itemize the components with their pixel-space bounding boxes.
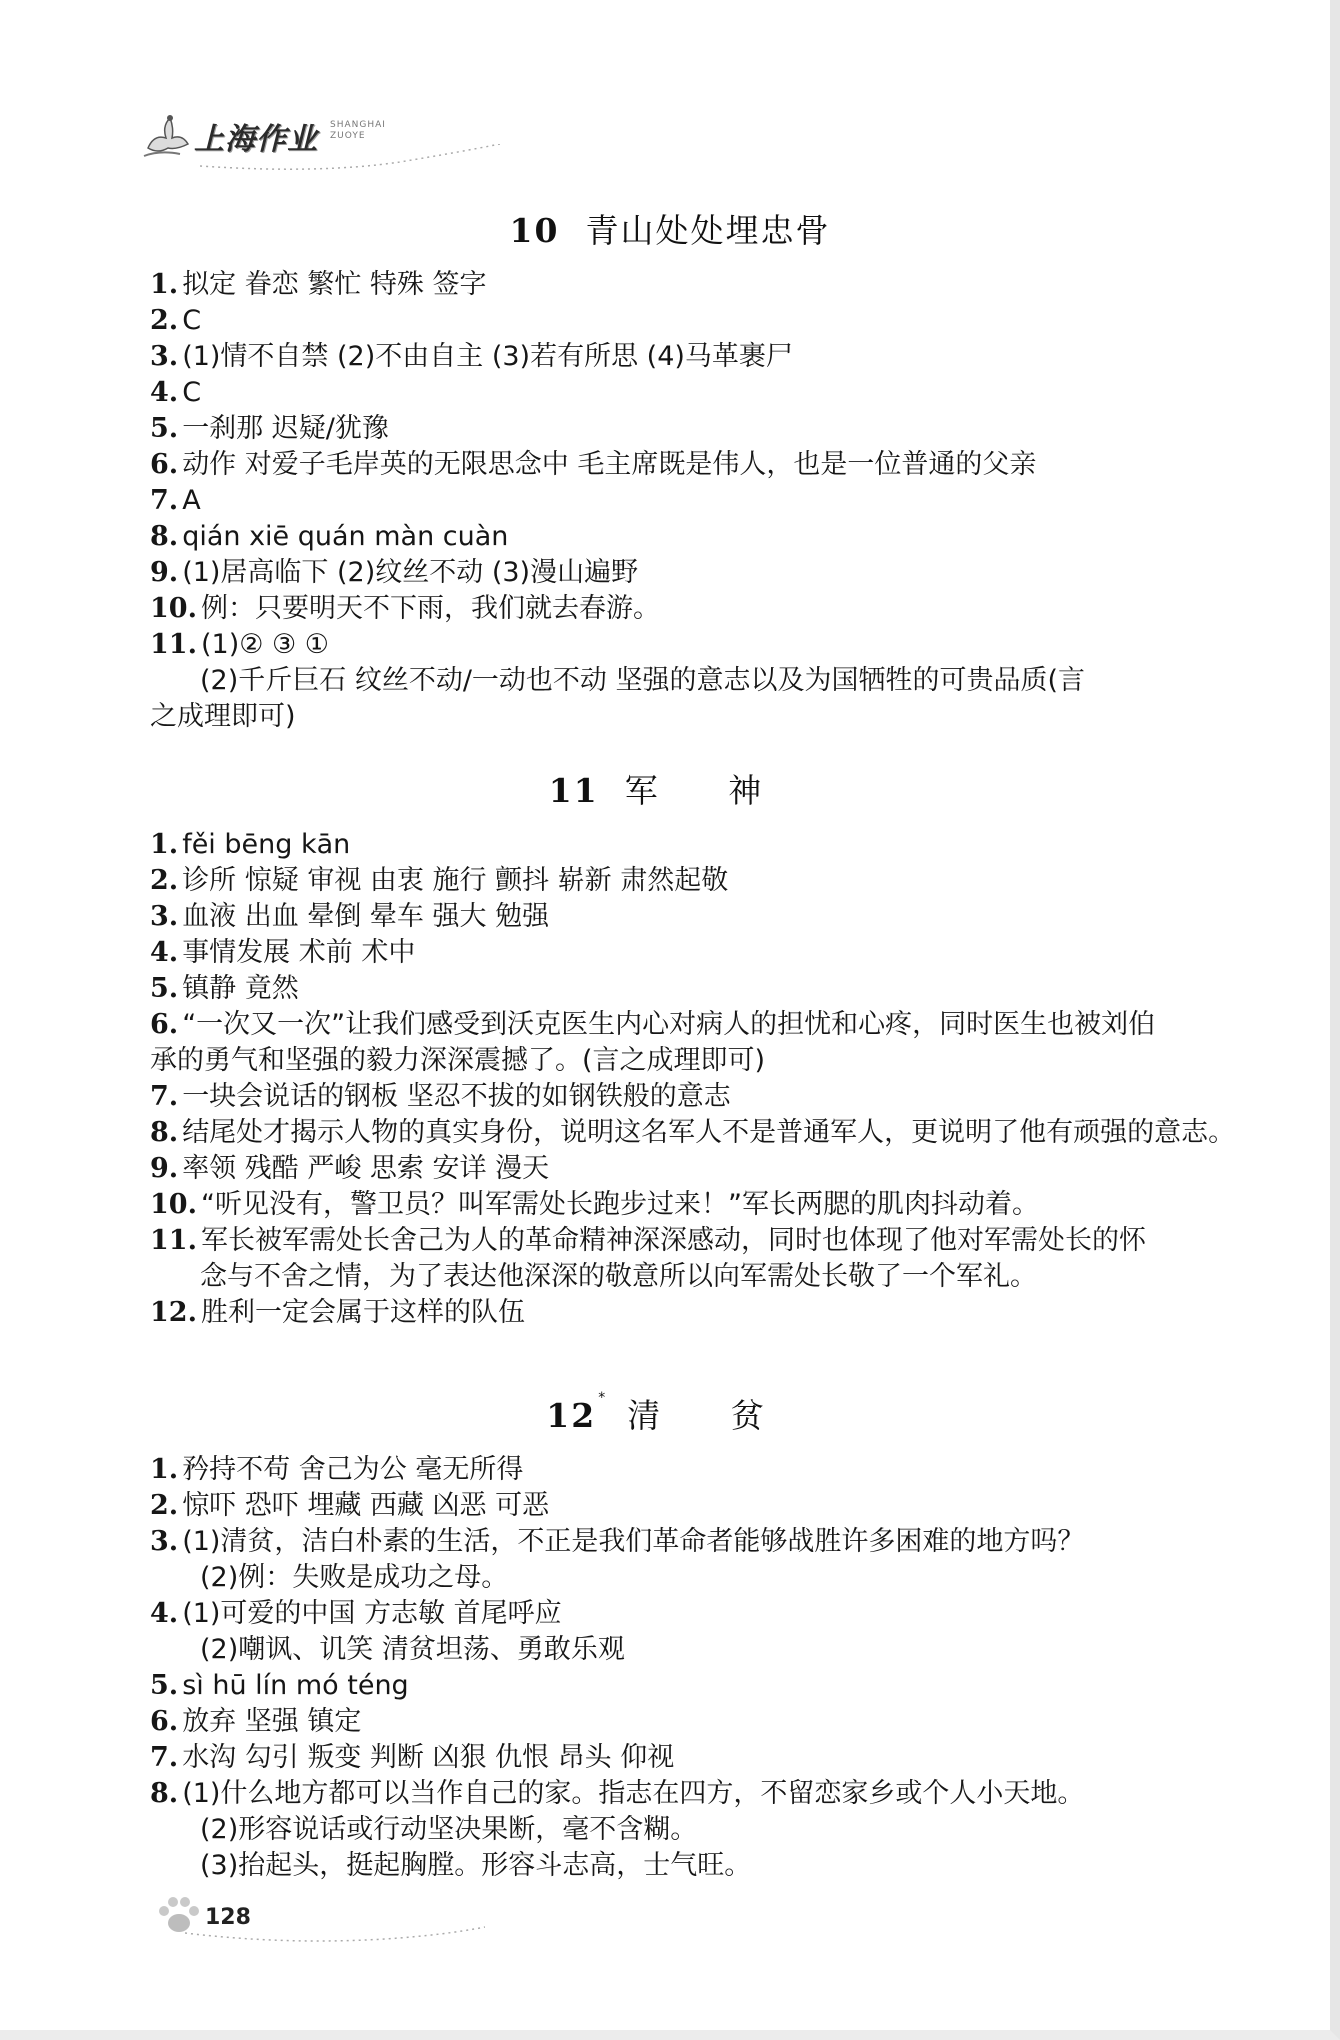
page-number: 128 xyxy=(205,1905,251,1930)
dotted-swoosh xyxy=(200,144,500,174)
answer-line: 1. 拟定 眷恋 繁忙 特殊 签字 xyxy=(150,269,487,300)
brand-english-line-1: SHANGHAI xyxy=(330,120,386,130)
section-number: 10 xyxy=(509,211,560,250)
answer-line: 4. C xyxy=(150,377,202,408)
section-name: 清 贫 xyxy=(627,1396,794,1435)
section-10 xyxy=(150,205,1190,732)
brand-logo xyxy=(140,100,500,170)
answer-line: 5. 一刹那 迟疑/犹豫 xyxy=(150,413,389,444)
section-12 xyxy=(150,1390,1190,1881)
answer-line: 10. 例：只要明天不下雨，我们就去春游。 xyxy=(150,593,660,624)
answer-line: 2. 诊所 惊疑 审视 由衷 施行 颤抖 崭新 肃然起敬 xyxy=(150,865,729,896)
brand-english-line-2: ZUOYE xyxy=(330,131,366,141)
answer-line: 3. (1)清贫，洁白朴素的生活，不正是我们革命者能够战胜许多困难的地方吗？ xyxy=(150,1526,1085,1557)
answer-line: 7. 一块会说话的钢板 坚忍不拔的如钢铁般的意志 xyxy=(150,1081,731,1112)
answer-line: 2. 惊吓 恐吓 埋藏 西藏 凶恶 可恶 xyxy=(150,1490,550,1521)
mascot-icon xyxy=(140,104,198,162)
answer-line: 4. 事情发展 术前 术中 xyxy=(150,937,416,968)
section-title xyxy=(150,765,1190,812)
answer-line: 3. (1)情不自禁 (2)不由自主 (3)若有所思 (4)马革裹尸 xyxy=(150,341,793,372)
optional-star: * xyxy=(598,1390,608,1406)
answer-line: 8. (1)什么地方都可以当作自己的家。指志在四方，不留恋家乡或个人小天地。 xyxy=(150,1778,1085,1809)
section-number: 11 xyxy=(548,771,599,810)
answer-line: 9. 率领 残酷 严峻 思索 安详 漫天 xyxy=(150,1153,550,1184)
answer-line: 12. 胜利一定会属于这样的队伍 xyxy=(150,1297,525,1328)
brand-name: 上海作业 xyxy=(194,122,318,157)
section-title xyxy=(150,205,1190,252)
answer-line: 5. sì hū lín mó téng xyxy=(150,1670,409,1701)
answer-line: 9. (1)居高临下 (2)纹丝不动 (3)漫山遍野 xyxy=(150,557,639,588)
answer-line: 承的勇气和坚强的毅力深深震撼了。(言之成理即可) xyxy=(150,1045,766,1076)
answer-line: (2)例：失败是成功之母。 xyxy=(200,1562,509,1593)
section-11 xyxy=(150,765,1236,1328)
page-footer xyxy=(155,1885,415,1945)
answer-line: (2)形容说话或行动坚决果断，毫不含糊。 xyxy=(200,1814,698,1845)
answer-line: 7. A xyxy=(150,485,201,516)
answer-line: 1. 矜持不苟 舍己为公 毫无所得 xyxy=(150,1454,524,1485)
answer-line: 6. 动作 对爱子毛岸英的无限思念中 毛主席既是伟人，也是一位普通的父亲 xyxy=(150,449,1037,480)
answer-line: 4. (1)可爱的中国 方志敏 首尾呼应 xyxy=(150,1598,562,1629)
dotted-swoosh xyxy=(185,1925,485,1945)
answer-line: 8. 结尾处才揭示人物的真实身份，说明这名军人不是普通军人，更说明了他有顽强的意志。 xyxy=(150,1117,1236,1148)
answer-line: 8. qián xiē quán màn cuàn xyxy=(150,521,509,552)
section-name: 青山处处埋忠骨 xyxy=(585,211,831,250)
answer-line: 6. “一次又一次”让我们感受到沃克医生内心对病人的担忧和心疼，同时医生也被刘伯 xyxy=(150,1009,1156,1040)
answer-line: 1. fěi bēng kān xyxy=(150,829,351,860)
answer-line: 11. (1)② ③ ① xyxy=(150,629,330,660)
answer-line: 之成理即可) xyxy=(150,701,296,732)
answer-line: (2)千斤巨石 纹丝不动/一动也不动 坚强的意志以及为国牺牲的可贵品质(言 xyxy=(200,665,1086,696)
answer-line: 2. C xyxy=(150,305,202,336)
section-name: 军 神 xyxy=(624,771,792,810)
answer-line: 10. “听见没有，警卫员？叫军需处长跑步过来！”军长两腮的肌肉抖动着。 xyxy=(150,1189,1039,1220)
brand-english xyxy=(330,120,390,142)
answer-line: 7. 水沟 勾引 叛变 判断 凶狠 仇恨 昂头 仰视 xyxy=(150,1742,675,1773)
section-number: 12 xyxy=(546,1396,597,1435)
answer-line: 念与不舍之情，为了表达他深深的敬意所以向军需处长敬了一个军礼。 xyxy=(200,1261,1037,1292)
answer-line: 3. 血液 出血 晕倒 晕车 强大 勉强 xyxy=(150,901,550,932)
section-title xyxy=(150,1390,1190,1437)
answer-line: (3)抬起头，挺起胸膛。形容斗志高，士气旺。 xyxy=(200,1850,752,1881)
answer-line: (2)嘲讽、讥笑 清贫坦荡、勇敢乐观 xyxy=(200,1634,625,1665)
answer-line: 6. 放弃 坚强 镇定 xyxy=(150,1706,362,1737)
answer-line: 11. 军长被军需处长舍己为人的革命精神深深感动，同时也体现了他对军需处长的怀 xyxy=(150,1225,1146,1256)
answer-line: 5. 镇静 竟然 xyxy=(150,973,299,1004)
